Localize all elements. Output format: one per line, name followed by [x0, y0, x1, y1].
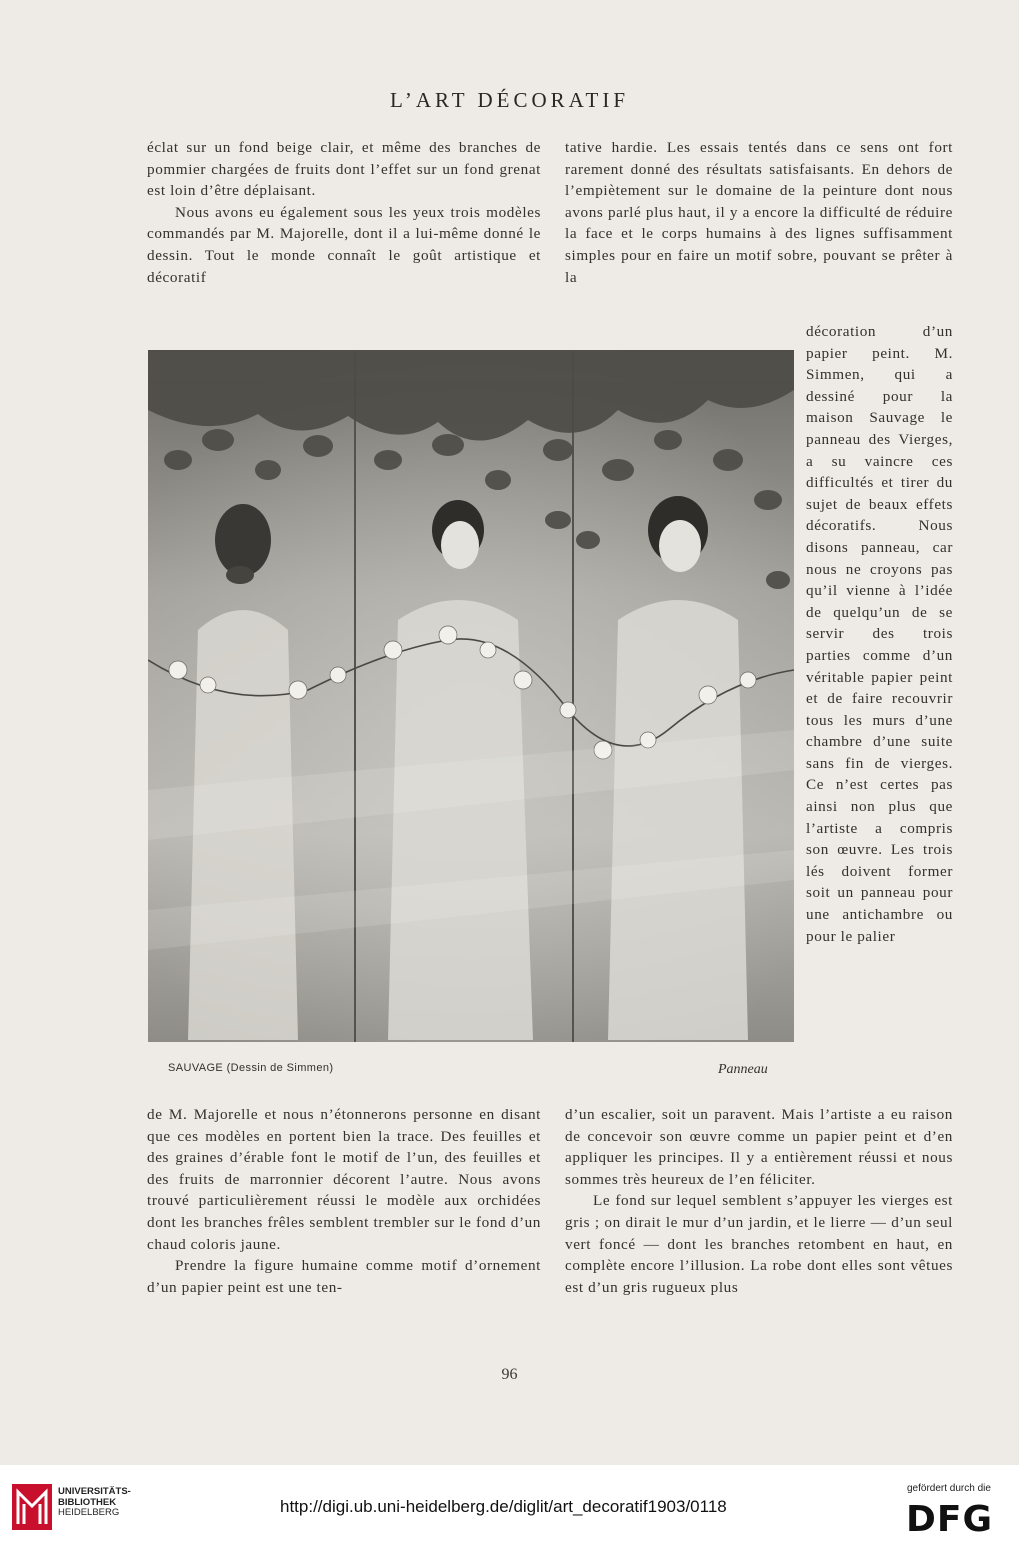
running-title: L’ART DÉCORATIF — [389, 88, 629, 112]
funder-label: gefördert durch die — [907, 1483, 991, 1494]
text-column-left-bottom — [147, 1104, 541, 1298]
text-column-left-top — [147, 137, 541, 288]
panel-artwork — [148, 350, 794, 1042]
paragraph: tative hardie. Les essais tentés dans ce sens ont fort rarement donné des résultats satisfaisants. En dehors de l’empiètement sur le domaine de la peinture dont nous avons parlé plus haut, il y a encore la difficulté de réduire la face et le corps humains à des lignes suffisamment simples pour en faire un motif sobre, pouvant se prêter à la — [565, 139, 953, 286]
page-number: 96 — [501, 1366, 518, 1383]
paragraph: Nous avons eu également sous les yeux trois modèles commandés par M. Majorelle, dont il a lui-même donné le dessin. Tout le monde connaît le goût artistique et décoratif — [147, 203, 541, 286]
permalink-url[interactable]: http://digi.ub.uni-heidelberg.de/diglit/art_decoratif1903/0118 — [280, 1497, 727, 1516]
text-column-right-bottom — [565, 1104, 953, 1298]
figure-caption-credit: SAUVAGE (Dessin de Simmen) — [168, 1062, 334, 1074]
institution-name — [58, 1487, 131, 1519]
paragraph: Prendre la figure humaine comme motif d’ornement d’un papier peint est une ten- — [147, 1257, 541, 1296]
text-column-right-top — [565, 137, 953, 288]
paragraph: éclat sur un fond beige clair, et même des branches de pommier chargées de fruits dont l’effet sur un fond grenat est loin d’être déplaisant. — [147, 139, 541, 200]
paragraph: décoration d’un papier peint. M. Simmen, qui a dessiné pour la maison Sauvage le panneau des Vierges, a su vaincre ces difficultés et tirer du sujet de beaux effets décoratifs. Nous disons panneau, car nous ne croyons pas qu’il vienne à l’idée de quelqu’un de se servir des trois parties comme d’un véritable papier peint et de faire recouvrir tous les murs d’une chambre d’une suite sans fin de vierges. Ce n’est certes pas ainsi non plus que l’artiste a compris son œuvre. Les trois lés doivent former soit un panneau pour une antichambre ou pour le palier — [806, 323, 953, 945]
dfg-logo: DFG — [906, 1499, 994, 1540]
figure-caption-title: Panneau — [718, 1062, 768, 1077]
university-library-logo-icon — [10, 1482, 54, 1532]
institution-line: UNIVERSITÄTS- — [58, 1486, 131, 1497]
paragraph: d’un escalier, soit un paravent. Mais l’artiste a eu raison de concevoir son œuvre comme un papier peint et d’en appliquer les principes. Il y a entièrement réussi et nous sommes très heureux de l’en féliciter. — [565, 1106, 953, 1188]
digitization-footer — [0, 1465, 1019, 1547]
institution-line: BIBLIOTHEK — [58, 1496, 117, 1508]
text-column-beside-plate — [806, 321, 953, 947]
paragraph: Le fond sur lequel semblent s’appuyer les vierges est gris ; on dirait le mur d’un jardin, et le lierre — d’un seul vert foncé — dont les branches retombent en haut, en complète encore l’illusion. La robe dont elles sont vêtues est d’un gris rugueux plus — [565, 1192, 953, 1296]
illustration-plate-three-virgins — [148, 350, 794, 1042]
paragraph: de M. Majorelle et nous n’étonnerons personne en disant que ces modèles en portent bien la trace. Des feuilles et des graines d’érable font le motif de l’un, des feuilles et des fruits de marronnier décorent l’autre. Nous avons trouvé particulièrement réussi le modèle aux orchidées dont les branches frêles semblent trembler sur le fond d’un chaud coloris jaune. — [147, 1106, 541, 1253]
institution-line: HEIDELBERG — [58, 1507, 120, 1518]
